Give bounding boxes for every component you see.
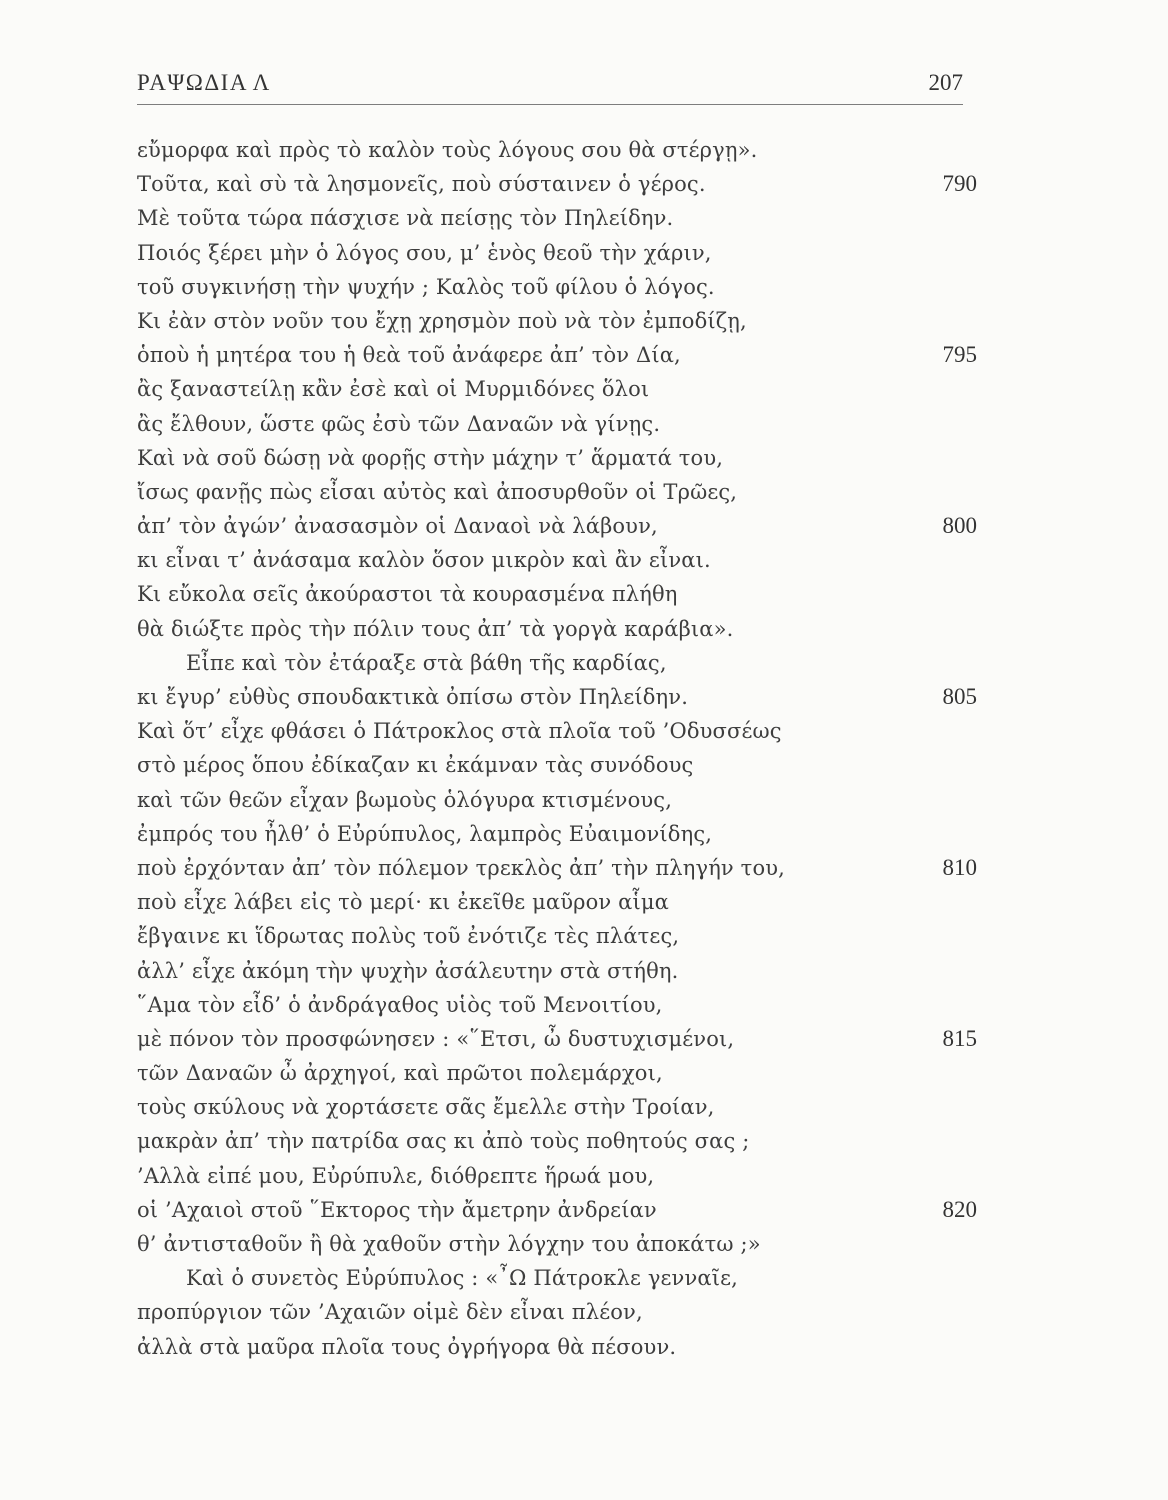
verse-text: Τοῦτα, καὶ σὺ τὰ λησμονεῖς, ποὺ σύσταινεν ὁ γέρος.: [137, 172, 706, 197]
verse-line: [137, 1090, 977, 1124]
verse-number: 810: [942, 854, 977, 880]
verse-line: [137, 988, 977, 1022]
verse-text: Καὶ ὁ συνετὸς Εὐρύπυλος : «῏Ω Πάτροκλε γενναῖε,: [186, 1266, 738, 1291]
verse-text: εὔμορφα καὶ πρὸς τὸ καλὸν τοὺς λόγους σου θὰ στέργῃ».: [137, 138, 758, 162]
verse-text: ἂς ξαναστείλῃ κἂν ἐσὲ καὶ οἱ Μυρμιδόνες ὅλοι: [137, 377, 650, 402]
page-number: 207: [928, 70, 963, 95]
verse-line: [137, 1159, 977, 1193]
verse-text: θὰ διώξτε πρὸς τὴν πόλιν τους ἀπ’ τὰ γοργὰ καράβια».: [137, 616, 734, 641]
verse-text: μὲ πόνον τὸν προσφώνησεν : «῞Ετσι, ὦ δυστυχισμένοι,: [137, 1026, 735, 1051]
verse-text: Κι εὔκολα σεῖς ἀκούραστοι τὰ κουρασμένα πλήθη: [137, 582, 678, 607]
verse-text: τοὺς σκύλους νὰ χορτάσετε σᾶς ἔμελλε στὴν Τροίαν,: [137, 1095, 715, 1120]
verse-line: [137, 133, 977, 167]
verse-line: [137, 475, 977, 509]
verse-text: Μὲ τοῦτα τώρα πάσχισε νὰ πείσῃς τὸν Πηλείδην.: [137, 206, 674, 231]
verse-number: 805: [942, 684, 977, 709]
page-header: [137, 70, 963, 106]
verse-line: [137, 954, 977, 988]
verse-line: [137, 304, 977, 338]
verse-text: ἐμπρός του ἦλθ’ ὁ Εὐρύπυλος, λαμπρὸς Εὐαιμονίδης,: [137, 821, 713, 846]
verse-line: [137, 407, 977, 441]
verse-text: Ποιός ξέρει μὴν ὁ λόγος σου, μ’ ἑνὸς θεοῦ τὴν χάριν,: [137, 240, 712, 265]
verse-line: [137, 338, 977, 372]
verse-line: [137, 885, 977, 919]
verse-text: προπύργιον τῶν ’Αχαιῶν οἱμὲ δὲν εἶναι πλέον,: [137, 1300, 643, 1325]
verse-text: ποὺ ἐρχόνταν ἀπ’ τὸν πόλεμον τρεκλὸς ἀπ’ τὴν πληγήν του,: [137, 855, 785, 880]
verse-line: [137, 543, 977, 577]
verse-line: [137, 817, 977, 851]
verse-line: [137, 1056, 977, 1090]
verse-line: [137, 577, 977, 611]
verse-line: [137, 167, 977, 201]
verse-text: Εἶπε καὶ τὸν ἐτάραξε στὰ βάθη τῆς καρδίας,: [186, 650, 667, 675]
verse-line: [137, 783, 977, 817]
verse-text: τῶν Δαναῶν ὦ ἀρχηγοί, καὶ πρῶτοι πολεμάρχοι,: [137, 1061, 663, 1086]
verse-text: ἔβγαινε κι ἵδρωτας πολὺς τοῦ ἐνότιζε τὲς πλάτες,: [137, 924, 680, 949]
verse-text: ’Αλλὰ εἰπέ μου, Εὐρύπυλε, διόθρεπτε ἥρωά μου,: [137, 1163, 655, 1188]
verse-text: ἂς ἔλθουν, ὥστε φῶς ἐσὺ τῶν Δαναῶν νὰ γίνῃς.: [137, 411, 661, 436]
verse-line: [137, 509, 977, 543]
verse-line: [137, 1261, 977, 1295]
verse-text: Καὶ νὰ σοῦ δώσῃ νὰ φορῇς στὴν μάχην τ’ ἅρματά του,: [137, 445, 724, 470]
verse-text: ποὺ εἶχε λάβει εἰς τὸ μερί· κι ἐκεῖθε μαῦρον αἷμα: [137, 890, 670, 915]
verse-line: [137, 714, 977, 748]
verse-text: οἱ ’Αχαιοὶ στοῦ ῞Εκτορος τὴν ἄμετρην ἀνδρείαν: [137, 1197, 657, 1222]
verse-line: [137, 612, 977, 646]
verse-line: [137, 1124, 977, 1158]
verse-line: [137, 441, 977, 475]
verse-line: [137, 201, 977, 235]
verse-line: [137, 680, 977, 714]
running-title: ΡΑΨΩΔΙΑ Λ: [137, 70, 271, 95]
verse-text: ὁποὺ ἡ μητέρα του ἡ θεὰ τοῦ ἀνάφερε ἀπ’ τὸν Δία,: [137, 343, 681, 368]
verse-number: 790: [942, 171, 977, 197]
verse-text: ἀπ’ τὸν ἀγών’ ἀνασασμὸν οἱ Δαναοὶ νὰ λάβουν,: [137, 514, 658, 539]
verse-text: θ’ ἀντισταθοῦν ἢ θὰ χαθοῦν στὴν λόγχην του ἀποκάτω ;»: [137, 1232, 761, 1256]
verse-line: [137, 1295, 977, 1329]
verse-text: ἀλλ’ εἶχε ἀκόμη τὴν ψυχὴν ἀσάλευτην στὰ στήθη.: [137, 958, 679, 983]
header-rule: [137, 104, 963, 105]
verse-text: Κι ἐὰν στὸν νοῦν του ἔχῃ χρησμὸν ποὺ νὰ τὸν ἐμποδίζῃ,: [137, 308, 747, 333]
verse-text: Καὶ ὅτ’ εἶχε φθάσει ὁ Πάτροκλος στὰ πλοῖα τοῦ ’Οδυσσέως: [137, 719, 782, 744]
verse-text: τοῦ συγκινήσῃ τὴν ψυχήν ; Καλὸς τοῦ φίλου ὁ λόγος.: [137, 274, 715, 299]
verse-text: κι εἶναι τ’ ἀνάσαμα καλὸν ὅσον μικρὸν καὶ ἂν εἶναι.: [137, 548, 711, 573]
verse-line: [137, 1022, 977, 1056]
poem-text: [137, 133, 977, 1364]
verse-line: [137, 270, 977, 304]
verse-line: [137, 1193, 977, 1227]
verse-line: [137, 646, 977, 680]
verse-number: 800: [942, 513, 977, 539]
verse-text: ἀλλὰ στὰ μαῦρα πλοῖα τους ὀγρήγορα θὰ πέσουν.: [137, 1334, 677, 1359]
verse-line: [137, 372, 977, 406]
verse-text: στὸ μέρος ὅπου ἐδίκαζαν κι ἐκάμναν τὰς συνόδους: [137, 753, 694, 778]
verse-line: [137, 919, 977, 953]
verse-line: [137, 748, 977, 782]
verse-line: [137, 236, 977, 270]
verse-text: ἴσως φανῇς πὼς εἶσαι αὐτὸς καὶ ἀποσυρθοῦν οἱ Τρῶες,: [137, 479, 738, 504]
verse-number: 815: [942, 1025, 977, 1051]
verse-number: 820: [942, 1196, 977, 1222]
verse-text: καὶ τῶν θεῶν εἶχαν βωμοὺς ὁλόγυρα κτισμένους,: [137, 787, 673, 812]
verse-number: 795: [942, 342, 977, 368]
verse-text: κι ἔγυρ’ εὐθὺς σπουδακτικὰ ὀπίσω στὸν Πηλείδην.: [137, 685, 689, 709]
verse-text: μακρὰν ἀπ’ τὴν πατρίδα σας κι ἀπὸ τοὺς ποθητούς σας ;: [137, 1129, 750, 1154]
verse-line: [137, 1227, 977, 1261]
verse-line: [137, 1330, 977, 1364]
verse-line: [137, 851, 977, 885]
verse-text: ῞Αμα τὸν εἶδ’ ὁ ἀνδράγαθος υἱὸς τοῦ Μενοιτίου,: [137, 992, 663, 1017]
